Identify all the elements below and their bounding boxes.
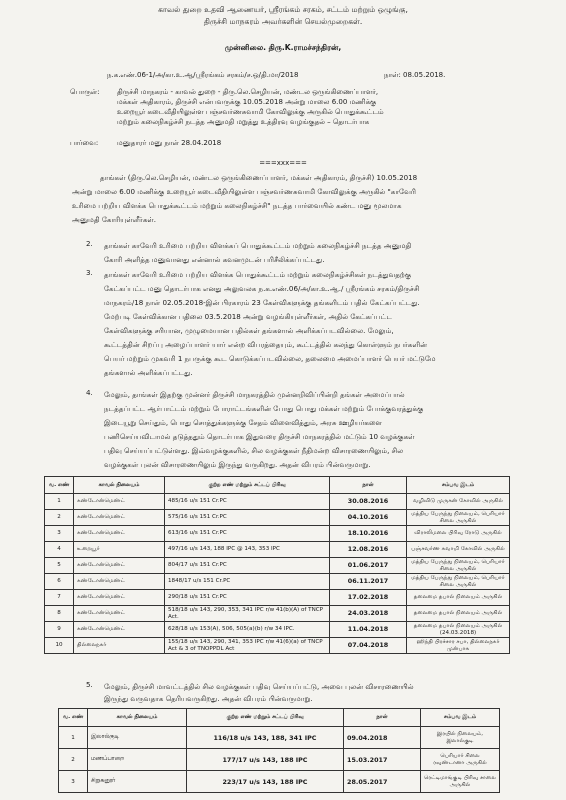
column-header-sno: வ. எண் (45, 477, 74, 494)
point-3-line-5: கேள்விகளுக்கு சரியான, முழுமையான பதில்கள் தங்களால் அளிக்கப்படவில்லை. மேலும், (104, 326, 394, 335)
cell-date: 28.05.2017 (344, 771, 421, 793)
cell-crime-no: 223/17 u/s 143, 188 IPC (187, 771, 344, 793)
column-header-sno: வ. எண் (59, 709, 88, 727)
point-3-number: 3. (86, 268, 93, 277)
table-row (45, 542, 510, 558)
point-5-line-1: மேலும், திருச்சி மாவட்டத்தில் சில வழக்குகள் பதிவு செய்யப்பட்டு, அவை புலன் விசாரணையில் (104, 682, 414, 691)
cell-station: கண்டோன்மெண்ட் (74, 526, 165, 542)
subject-line-3: உறையூர் கடைவீதியிலுள்ள பஞ்சவர்ணசுவாமி கோவிலுக்கு அருகில் பொதுக்கூட்டம் (117, 108, 384, 116)
cell-date: 06.11.2017 (330, 574, 407, 590)
column-header-crime-no: குற்ற எண் மற்றும் சட்டப் பிரிவு (187, 709, 344, 727)
paragraph-1-line-3: உரிமை பற்றிய விளக்க பொதுக்கூட்டம் மற்றும் கலைநிகழ்ச்சி" நடத்த பார்வையில் கண்ட மனு மூலமாக (72, 201, 402, 210)
point-2-number: 2. (86, 239, 93, 248)
point-5-line-2: இருந்து வருவதாக தெரியவருகிறது. அதன் விபரம் பின்வருமாறு. (104, 694, 313, 703)
table-row (45, 590, 510, 606)
subject-line-4: மற்றும் கலைநிகழ்ச்சி நடத்த அனுமதி மறுத்து உத்திரவு வழங்குதல் – தொடர்பாக (117, 118, 370, 126)
point-3-line-7: பெயர் மற்றும் முகவரி 1 நபருக்கு கூட கொடுக்கப்படவில்லை, தலைமை அமைப்பாளர் பெயர் மட்டுமே (104, 354, 436, 363)
cell-sno: 2 (45, 510, 74, 526)
cell-station: இலால்குடி (88, 727, 187, 749)
cell-location: விராலிமலை பிரிவு ரோடு அருகில் (407, 526, 510, 542)
table-header-row (59, 709, 500, 727)
table-row (45, 494, 510, 510)
cell-station: மணப்பாறை (88, 749, 187, 771)
cell-station: கண்டோன்மெண்ட் (74, 510, 165, 526)
column-header-crime-no: குற்ற எண் மற்றும் சட்டப் பிரிவு (165, 477, 330, 494)
point-3-line-3: மாநகரம்/18 நாள் 02.05.2018-இன் பிரகாரம் 23 கேள்விகளுக்கு தங்களிடம் பதில் கேட்கப்பட்டது. (104, 298, 420, 307)
column-header-date: நாள் (344, 709, 421, 727)
cell-station: கண்டோன்மெண்ட் (74, 494, 165, 510)
cell-crime-no: 116/18 u/s 143, 188, 341 IPC (187, 727, 344, 749)
column-header-location: சம்பவ இடம் (407, 477, 510, 494)
cell-location: பஞ்சவர்ண சுவாமி கோவில் அருகில் (407, 542, 510, 558)
cell-crime-no: 155/18 u/s 143, 290, 341, 353 IPC r/w 41(6)(a) of TNCP Act & 3 of TNOPPDL Act (165, 638, 330, 654)
cell-station: கண்டோன்மெண்ட் (74, 590, 165, 606)
cell-date: 17.02.2018 (330, 590, 407, 606)
paragraph-1-line-2: அன்று மாலை 6.00 மணிக்கு உறையூர் கடைவீதியிலுள்ள பஞ்சவர்ணசுவாமி கோவிலுக்கு அருகில் "காவேரி (72, 187, 416, 196)
cell-location: பெரியார் சிலை ரவுண்டானா அருகில் (421, 749, 500, 771)
cell-station: கண்டோன்மெண்ட் (74, 622, 165, 638)
cell-crime-no: 497/16 u/s 143, 188 IPC @ 143, 353 IPC (165, 542, 330, 558)
reference-number: ந.க.எண்.06-1/அ/கா.உ.ஆ/ஸ்ரீரங்கம் சரகம்/ச.ஒ/தி.மா/2018 (107, 71, 299, 79)
table-row (45, 622, 510, 638)
cell-sno: 6 (45, 574, 74, 590)
order-date: நாள்: 08.05.2018. (384, 71, 446, 79)
cell-date: 01.06.2017 (330, 558, 407, 574)
table-row (45, 574, 510, 590)
cell-sno: 10 (45, 638, 74, 654)
point-4-number: 4. (86, 388, 93, 397)
presence-line: முன்னிலை. திரு.K.ராமச்சந்திரன், (224, 43, 342, 52)
paragraph-1-line-1: தாங்கள் (திரு.லெ.செழியன், மண்டல ஒருங்கிணைப்பாளர், மக்கள் அதிகாரம், திருச்சி) 10.05.2018 (100, 173, 418, 182)
cell-station: தில்லைநகர் (74, 638, 165, 654)
case-table-district (58, 708, 500, 793)
point-3-line-2: கேட்கப்பட்ட மனு தொடர்பாக எனது அலுவலக ந.க.எண்.06/அ/கா.உ.ஆ./ ஸ்ரீரங்கம் சரகம்/திருச்சி (104, 284, 420, 293)
cell-date: 07.04.2018 (330, 638, 407, 654)
reference-text: மனுதாரர் மனு நாள் 28.04.2018 (117, 139, 222, 147)
point-4-line-6: வழக்குகள் புலன் விசாரணையிலும் இருந்து வருகிறது. அதன் விபரம் பின்வருமாறு. (104, 460, 371, 469)
cell-location: தலைமை தபால் நிலையம் அருகில் (24.03.2018) (407, 622, 510, 638)
point-5-number: 5. (86, 680, 93, 689)
cell-station: கண்டோன்மெண்ட் (74, 574, 165, 590)
cell-crime-no: 1848/17 u/s 151 Cr.PC (165, 574, 330, 590)
column-header-date: நாள் (330, 477, 407, 494)
cell-location: ரெட்டிமாங்குடி பிரிவு சாலை அருகில் (421, 771, 500, 793)
column-header-station: காவல் நிலையம் (74, 477, 165, 494)
point-3-line-1: தாங்கள் காவேரி உரிமை பற்றிய விளக்க பொதுக்கூட்டம் மற்றும் கலைநிகழ்ச்சிகள் நடத்துவதற்கு (104, 270, 412, 279)
cell-location: வழிவிடு முருகன் கோவில் அருகில் (407, 494, 510, 510)
cell-date: 24.03.2018 (330, 606, 407, 622)
cell-location: மத்திய பேருந்து நிலையம், பெரியார் சிலை அருகில் (407, 510, 510, 526)
cell-station: உறையூர் (74, 542, 165, 558)
table-row (59, 771, 500, 793)
cell-crime-no: 485/16 u/s 151 Cr.PC (165, 494, 330, 510)
cell-sno: 9 (45, 622, 74, 638)
cell-location: ஹிந்தி பிரச்சார சபா, தில்லைநகர் முன்பாக (407, 638, 510, 654)
cell-date: 15.03.2017 (344, 749, 421, 771)
cell-sno: 3 (59, 771, 88, 793)
reference-label: பார்வை: (70, 139, 99, 147)
cell-location: இரயில் நிலையம், இலால்குடி (421, 727, 500, 749)
paragraph-1-line-4: அனுமதி கோரியுள்ளீர்கள். (72, 215, 157, 224)
cell-crime-no: 177/17 u/s 143, 188 IPC (187, 749, 344, 771)
cell-date: 09.04.2018 (344, 727, 421, 749)
cell-station: சிறுகனூர் (88, 771, 187, 793)
cell-date: 18.10.2016 (330, 526, 407, 542)
point-4-line-5: பதிவு செய்யப்பட்டுள்ளது. இவ்வழக்குகளில், சில வழக்குகள் நீதிமன்ற விசாரணையிலும், சில (104, 446, 404, 455)
table-row (45, 526, 510, 542)
cell-sno: 1 (45, 494, 74, 510)
point-4-line-4: பணிசெய்யவிடாமல் தடுத்ததும் தொடர்பாக இதுவரை திருச்சி மாநகரத்தில் மட்டும் 10 வழக்குகள் (104, 432, 415, 441)
column-header-station: காவல் நிலையம் (88, 709, 187, 727)
title-line-1: காவல் துறை உதவி ஆணையர், ஸ்ரீரங்கம் சரகம், சட்டம் மற்றும் ஒழுங்கு, (158, 5, 408, 14)
cell-crime-no: 518/18 u/s 143, 290, 353, 341 IPC r/w 41(b)(A) of TNCP Act. (165, 606, 330, 622)
cell-crime-no: 613/16 u/s 151 Cr.PC (165, 526, 330, 542)
cell-date: 12.08.2016 (330, 542, 407, 558)
cell-date: 30.08.2016 (330, 494, 407, 510)
point-2-line-1: தாங்கள் காவேரி உரிமை பற்றிய விளக்கப் பொதுக்கூட்டம் மற்றும் கலைநிகழ்ச்சி நடத்த அனுமதி (104, 241, 412, 250)
point-3-line-6: கூட்டத்தின் சிறப்பு அழைப்பாளர் யார் என்ற விபரத்தையும், கூட்டத்தில் கலந்து கொள்ளும் நபர்களின் (104, 340, 428, 349)
table-row (59, 749, 500, 771)
cell-date: 11.04.2018 (330, 622, 407, 638)
cell-station: கண்டோன்மெண்ட் (74, 558, 165, 574)
point-3-line-8: தங்களால் அளிக்கப்பட்டது. (104, 368, 193, 377)
cell-location: தலைமை தபால் நிலையம் அருகில் (407, 606, 510, 622)
point-4-line-2: நடத்தப்பட்ட ஆர்பாட்டம் மற்றும் போராட்டங்களின் போது பொது மக்கள் மற்றும் போக்குவரத்துக்கு (104, 404, 424, 413)
table-row (45, 606, 510, 622)
cell-sno: 5 (45, 558, 74, 574)
cell-date: 04.10.2016 (330, 510, 407, 526)
title-line-2: திருச்சி மாநகரம் அவர்களின் செயல்முறைகள். (203, 17, 363, 26)
cell-sno: 3 (45, 526, 74, 542)
cell-crime-no: 575/16 u/s 151 Cr.PC (165, 510, 330, 526)
cell-sno: 4 (45, 542, 74, 558)
case-table-city (44, 476, 510, 654)
table-header-row (45, 477, 510, 494)
subject-label: பொருள்: (70, 88, 100, 96)
point-4-line-3: இடையூறு செய்தும், பொது சொத்துக்களுக்கு சேதம் விளைவித்தும், அரசு ஊழியர்களை (104, 418, 383, 427)
separator: ===xxx=== (259, 159, 307, 167)
cell-sno: 7 (45, 590, 74, 606)
cell-location: மத்திய பேருந்து நிலையம், பெரியார் சிலை அருகில் (407, 574, 510, 590)
cell-station: கண்டோன்மெண்ட் (74, 606, 165, 622)
column-header-location: சம்பவ இடம் (421, 709, 500, 727)
cell-location: மத்திய பேருந்து நிலையம், பெரியார் சிலை அருகில் (407, 558, 510, 574)
cell-crime-no: 290/18 u/s 151 Cr.PC (165, 590, 330, 606)
subject-line-1: திருச்சி மாநகரம் - காவல் துறை - திரு.லெ.செழியன், மண்டல ஒருங்கிணைப்பாளர், (117, 88, 379, 96)
cell-sno: 8 (45, 606, 74, 622)
cell-sno: 1 (59, 727, 88, 749)
table-row (45, 510, 510, 526)
cell-crime-no: 628/18 u/s 153(A), 506, 505(a)(b) r/w 34 IPC. (165, 622, 330, 638)
table-row (45, 638, 510, 654)
cell-sno: 2 (59, 749, 88, 771)
cell-location: தலைமை தபால் நிலையம் அருகில் (407, 590, 510, 606)
table-row (45, 558, 510, 574)
point-3-line-4: மேற்படி கேள்விக்கான பதிலை 03.5.2018 அன்று வழங்கியுள்ளீர்கள், அதில் கேட்கப்பட்ட (104, 312, 392, 321)
point-4-line-1: மேலும், தாங்கள் இதற்கு முன்னர் திருச்சி மாநகரத்தில் முன்னறிவிப்பின்றி தங்கள் அமைப்பால் (104, 390, 405, 399)
subject-line-2: மக்கள் அதிகாரம், திருச்சி என்பவருக்கு 10.05.2018 அன்று மாலை 6.00 மணிக்கு (117, 98, 377, 106)
table-row (59, 727, 500, 749)
point-2-line-2: கோரி அளித்த மனுவானது என்னால் கவனமுடன் பரிசீலிக்கப்பட்டது. (104, 255, 325, 264)
cell-crime-no: 804/17 u/s 151 Cr.PC (165, 558, 330, 574)
